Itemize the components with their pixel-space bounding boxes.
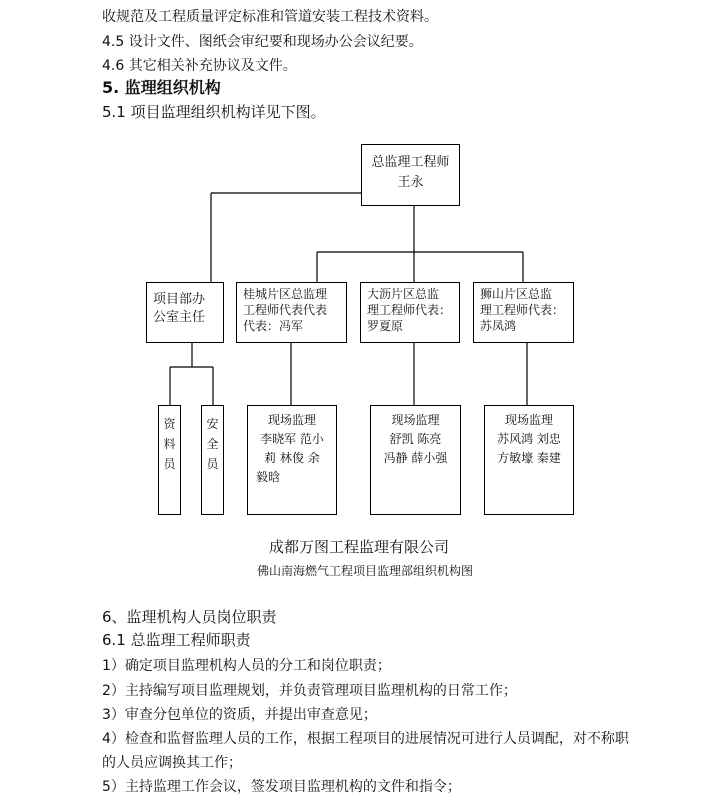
archivist-box <box>158 405 181 515</box>
company-name: 成都万图工程监理有限公司 <box>269 538 450 556</box>
site-box-shishan <box>484 405 574 515</box>
office-director-box <box>146 282 224 343</box>
org-chart-title: 佛山南海燃气工程项目监理部组织机构图 <box>257 564 474 578</box>
duty-item: 3）审查分包单位的资质，并提出审查意见； <box>102 707 377 723</box>
duty-item: 2）主持编写项目监理规划，并负责管理项目监理机构的日常工作； <box>102 683 517 699</box>
rep-line: 桂城片区总监理 <box>243 287 328 301</box>
rep-line: 理工程师代表： <box>480 303 565 317</box>
chief-engineer-name: 王永 <box>397 175 424 190</box>
site-line: 现场监理 <box>267 413 316 427</box>
rep-line: 狮山片区总监 <box>480 287 553 301</box>
rep-line: 工程师代表代表 <box>243 303 328 317</box>
safety-char: 安 <box>206 417 219 431</box>
site-line: 现场监理 <box>391 413 440 427</box>
site-line: 莉 林俊 余 <box>264 451 320 465</box>
safety-char: 全 <box>206 437 219 451</box>
rep-line: 大沥片区总监 <box>367 287 440 301</box>
site-box-guicheng <box>247 405 337 515</box>
body-text-line: 收规范及工程质量评定标准和管道安装工程技术资料。 <box>102 9 438 25</box>
rep-line: 苏凤鸿 <box>480 319 517 333</box>
archivist-char: 料 <box>163 437 176 451</box>
site-line: 李晓军 范小 <box>260 432 324 446</box>
section-heading: 6、监理机构人员岗位职责 <box>102 608 277 626</box>
section-intro: 5.1 项目监理组织机构详见下图。 <box>102 103 326 121</box>
safety-officer-box <box>201 405 224 515</box>
body-text-line: 4.5 设计文件、图纸会审纪要和现场办公会议纪要。 <box>102 34 423 50</box>
site-line: 冯静 薛小强 <box>383 451 448 465</box>
duty-item: 4）检查和监督监理人员的工作，根据工程项目的进展情况可进行人员调配，对不称职 <box>102 731 629 747</box>
subsection-heading: 6.1 总监理工程师职责 <box>102 631 251 649</box>
archivist-char: 员 <box>163 457 176 471</box>
site-line: 舒凯 陈亮 <box>389 432 442 446</box>
rep-box-shishan <box>473 282 574 343</box>
chief-engineer-title: 总监理工程师 <box>371 155 450 170</box>
archivist-char: 资 <box>163 417 176 431</box>
rep-line: 代表：冯军 <box>243 319 304 333</box>
body-text-line: 4.6 其它相关补充协议及文件。 <box>102 58 297 74</box>
site-box-dali <box>370 405 461 515</box>
safety-char: 员 <box>206 457 219 471</box>
site-line: 毅晗 <box>256 470 281 484</box>
site-line: 方敏壕 秦建 <box>497 451 561 465</box>
duty-item-continued: 的人员应调换其工作； <box>102 755 242 771</box>
office-line-1: 项目部办 <box>153 292 206 307</box>
site-line: 现场监理 <box>504 413 553 427</box>
rep-box-dali <box>360 282 460 343</box>
rep-box-guicheng <box>236 282 347 343</box>
office-line-2: 公室主任 <box>153 310 206 325</box>
duty-item: 5）主持监理工作会议，签发项目监理机构的文件和指令； <box>102 779 461 795</box>
section-heading: 5. 监理组织机构 <box>102 78 221 97</box>
chief-engineer-box <box>361 144 460 206</box>
site-line: 苏风鸿 刘忠 <box>497 432 561 446</box>
rep-line: 理工程师代表： <box>367 303 452 317</box>
rep-line: 罗夏原 <box>367 319 404 333</box>
duty-item: 1）确定项目监理机构人员的分工和岗位职责； <box>102 658 391 674</box>
